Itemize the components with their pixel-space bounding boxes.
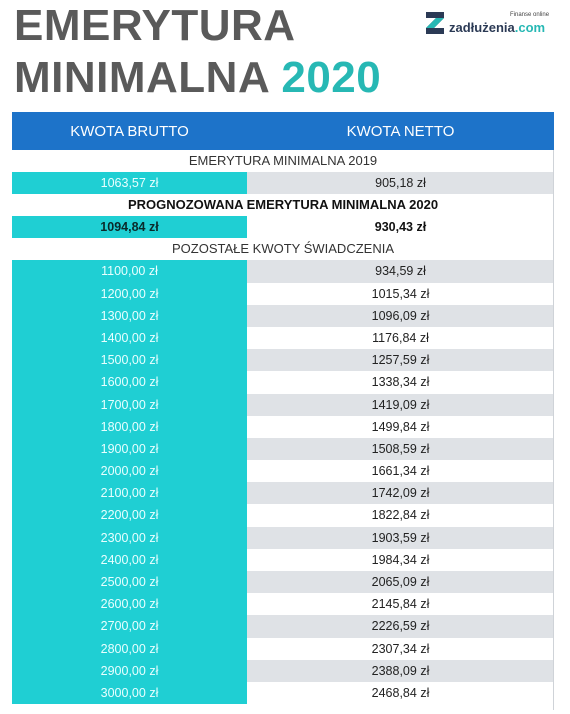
cell-netto: 1096,09 zł bbox=[247, 305, 554, 327]
cell-netto: 2226,59 zł bbox=[247, 615, 554, 637]
cell-netto: 1661,34 zł bbox=[247, 460, 554, 482]
table-row bbox=[12, 571, 554, 593]
cell-brutto: 2200,00 zł bbox=[12, 504, 247, 526]
table-row bbox=[12, 638, 554, 660]
brand-logo[interactable] bbox=[424, 10, 554, 42]
cell-brutto: 2300,00 zł bbox=[12, 527, 247, 549]
cell-brutto: 3000,00 zł bbox=[12, 682, 247, 704]
table-row bbox=[12, 327, 554, 349]
cell-netto: 1499,84 zł bbox=[247, 416, 554, 438]
table-row-2019 bbox=[12, 172, 554, 194]
pension-table bbox=[12, 112, 554, 704]
cell-netto: 1257,59 zł bbox=[247, 349, 554, 371]
section-other: POZOSTAŁE KWOTY ŚWIADCZENIA bbox=[12, 238, 554, 260]
section-2020: PROGNOZOWANA EMERYTURA MINIMALNA 2020 bbox=[12, 194, 554, 216]
cell-brutto: 1900,00 zł bbox=[12, 438, 247, 460]
title-line-1: EMERYTURA bbox=[14, 1, 296, 50]
table-row bbox=[12, 305, 554, 327]
cell-netto: 2145,84 zł bbox=[247, 593, 554, 615]
cell-brutto: 2400,00 zł bbox=[12, 549, 247, 571]
table-row bbox=[12, 260, 554, 282]
table-row bbox=[12, 283, 554, 305]
table-row bbox=[12, 371, 554, 393]
cell-netto: 1742,09 zł bbox=[247, 482, 554, 504]
cell-brutto: 2100,00 zł bbox=[12, 482, 247, 504]
cell-netto: 905,18 zł bbox=[247, 172, 554, 194]
cell-netto: 1508,59 zł bbox=[247, 438, 554, 460]
title-year: 2020 bbox=[281, 53, 382, 102]
cell-netto: 1338,34 zł bbox=[247, 371, 554, 393]
cell-brutto: 2800,00 zł bbox=[12, 638, 247, 660]
title-line-2 bbox=[14, 52, 381, 104]
table-row bbox=[12, 527, 554, 549]
table-body bbox=[12, 260, 554, 704]
cell-netto: 1176,84 zł bbox=[247, 327, 554, 349]
section-2019: EMERYTURA MINIMALNA 2019 bbox=[12, 150, 554, 172]
logo-wordmark bbox=[449, 20, 545, 35]
cell-brutto: 1200,00 zł bbox=[12, 283, 247, 305]
header-netto: KWOTA NETTO bbox=[346, 122, 455, 140]
cell-netto: 930,43 zł bbox=[247, 216, 554, 238]
table-row bbox=[12, 593, 554, 615]
logo-tagline: Finanse online bbox=[510, 12, 550, 18]
cell-netto: 1984,34 zł bbox=[247, 549, 554, 571]
cell-brutto: 1700,00 zł bbox=[12, 394, 247, 416]
cell-brutto: 1500,00 zł bbox=[12, 349, 247, 371]
table-row bbox=[12, 660, 554, 682]
cell-netto: 2468,84 zł bbox=[247, 682, 554, 704]
table-row bbox=[12, 615, 554, 637]
logo-name-main: zadłużenia bbox=[449, 20, 515, 35]
table-row bbox=[12, 682, 554, 704]
table-row bbox=[12, 416, 554, 438]
table-row bbox=[12, 394, 554, 416]
cell-brutto: 1400,00 zł bbox=[12, 327, 247, 349]
logo-name-domain: .com bbox=[514, 20, 546, 35]
title-line-2-text: MINIMALNA bbox=[14, 53, 269, 102]
cell-netto: 1903,59 zł bbox=[247, 527, 554, 549]
cell-netto: 2307,34 zł bbox=[247, 638, 554, 660]
cell-brutto: 2900,00 zł bbox=[12, 660, 247, 682]
cell-netto: 934,59 zł bbox=[247, 260, 554, 282]
table-row bbox=[12, 460, 554, 482]
header-brutto: KWOTA BRUTTO bbox=[70, 122, 189, 140]
cell-netto: 1015,34 zł bbox=[247, 283, 554, 305]
cell-netto: 2065,09 zł bbox=[247, 571, 554, 593]
table-row bbox=[12, 349, 554, 371]
table-row bbox=[12, 438, 554, 460]
logo-z-icon bbox=[424, 10, 446, 36]
cell-netto: 2388,09 zł bbox=[247, 660, 554, 682]
table-header bbox=[12, 112, 554, 150]
cell-netto: 1822,84 zł bbox=[247, 504, 554, 526]
table-row bbox=[12, 549, 554, 571]
table-row-2020 bbox=[12, 216, 554, 238]
cell-brutto: 2600,00 zł bbox=[12, 593, 247, 615]
cell-brutto: 2500,00 zł bbox=[12, 571, 247, 593]
cell-brutto: 1800,00 zł bbox=[12, 416, 247, 438]
cell-brutto: 1094,84 zł bbox=[12, 216, 247, 238]
cell-brutto: 2000,00 zł bbox=[12, 460, 247, 482]
cell-netto: 1419,09 zł bbox=[247, 394, 554, 416]
cell-brutto: 1063,57 zł bbox=[12, 172, 247, 194]
table-row bbox=[12, 504, 554, 526]
cell-brutto: 1600,00 zł bbox=[12, 371, 247, 393]
page-title bbox=[14, 0, 381, 104]
cell-brutto: 2700,00 zł bbox=[12, 615, 247, 637]
cell-brutto: 1100,00 zł bbox=[12, 260, 247, 282]
cell-brutto: 1300,00 zł bbox=[12, 305, 247, 327]
table-right-border bbox=[553, 150, 554, 710]
table-row bbox=[12, 482, 554, 504]
